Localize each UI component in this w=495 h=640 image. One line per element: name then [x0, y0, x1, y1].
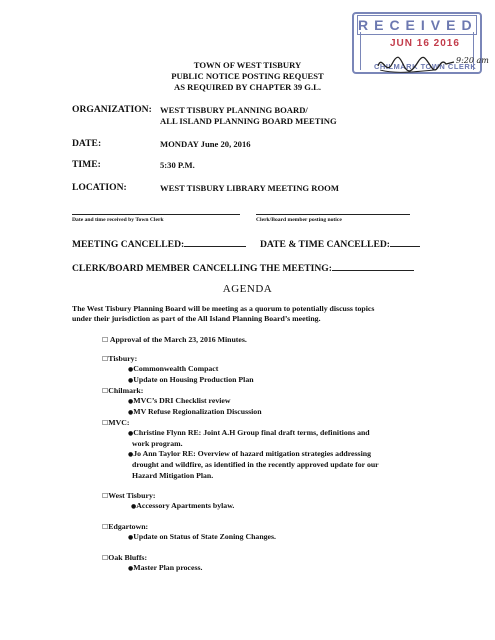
bullet-icon: ●: [131, 503, 137, 510]
time-label: TIME:: [72, 159, 101, 170]
mvc-item-2: [128, 449, 371, 458]
clerk-cancelling-field: [72, 261, 414, 274]
agenda-section-mvc: [102, 418, 130, 427]
date-time-cancelled-label: DATE & TIME CANCELLED:: [260, 239, 390, 250]
bullet-icon: ●: [128, 377, 134, 384]
clerk-cancelling-label: CLERK/BOARD MEMBER CANCELLING THE MEETING:: [72, 263, 332, 274]
mvc-item-1-cont: work program.: [132, 439, 183, 448]
checkbox-icon: ☐: [102, 355, 109, 363]
checkbox-icon: ☐: [102, 336, 109, 344]
chilmark-item-1: [128, 396, 230, 405]
bullet-icon: ●: [128, 565, 134, 572]
bullet-icon: ●: [128, 409, 134, 416]
stamp-received-text: RECEIVED: [358, 17, 478, 33]
edgartown-item-1: [128, 532, 276, 541]
mvc-item-1-text: Christine Flynn RE: Joint A.H Group final draft terms, definitions and: [133, 428, 370, 437]
checkbox-icon: ☐: [102, 387, 109, 395]
board-member-caption: Clerk/Board member posting notice: [256, 217, 342, 223]
meeting-cancelled-label: MEETING CANCELLED:: [72, 239, 185, 250]
organization-label: ORGANIZATION:: [72, 104, 152, 115]
tisbury-item-1: [128, 364, 218, 373]
board-member-signature-line: [256, 214, 410, 215]
agenda-section-edgartown: [102, 522, 148, 531]
oak-bluffs-item-1: [128, 563, 202, 572]
town-clerk-signature-line: [72, 214, 240, 215]
agenda-title: AGENDA: [222, 283, 273, 295]
tisbury-item-2-text: Update on Housing Production Plan: [133, 375, 254, 384]
date-time-cancelled-blank: [390, 237, 420, 247]
agenda-item-approval: [102, 335, 247, 344]
west-tisbury-label: West Tisbury:: [108, 491, 156, 500]
oak-bluffs-item-1-text: Master Plan process.: [133, 563, 203, 572]
agenda-intro-2: under their jurisdiction as part of the All Island Planning Board’s meeting.: [72, 314, 321, 323]
bullet-icon: ●: [128, 451, 134, 458]
organization-value-1: WEST TISBURY PLANNING BOARD/: [160, 105, 308, 115]
date-value: MONDAY June 20, 2016: [160, 139, 251, 149]
agenda-section-tisbury: [102, 354, 137, 363]
checkbox-icon: ☐: [102, 523, 109, 531]
bullet-icon: ●: [128, 398, 134, 405]
chilmark-item-2: [128, 407, 262, 416]
agenda-section-west-tisbury: [102, 491, 155, 500]
checkbox-icon: ☐: [102, 492, 109, 500]
checkbox-icon: ☐: [102, 554, 109, 562]
oak-bluffs-label: Oak Bluffs:: [108, 553, 148, 562]
date-time-cancelled-field: [260, 237, 420, 250]
west-tisbury-item-1-text: Accessory Apartments bylaw.: [136, 501, 235, 510]
checkbox-icon: ☐: [102, 419, 109, 427]
tisbury-label: Tisbury:: [108, 354, 138, 363]
edgartown-item-1-text: Update on Status of State Zoning Changes.: [133, 532, 276, 541]
mvc-item-1: [128, 428, 370, 437]
approval-text: Approval of the March 23, 2016 Minutes.: [109, 335, 247, 344]
town-clerk-caption: Date and time received by Town Clerk: [72, 217, 164, 223]
bullet-icon: ●: [128, 430, 134, 437]
meeting-cancelled-blank: [184, 237, 246, 247]
time-value: 5:30 P.M.: [160, 160, 195, 170]
tisbury-item-2: [128, 375, 254, 384]
agenda-intro-1: The West Tisbury Planning Board will be meeting as a quorum to potentially discuss topics: [72, 304, 375, 313]
mvc-label: MVC:: [108, 418, 130, 427]
stamp-clerk: CHILMARK TOWN CLERK: [374, 62, 477, 71]
header-town: TOWN OF WEST TISBURY: [193, 60, 302, 70]
chilmark-label: Chilmark:: [108, 386, 144, 395]
chilmark-item-2-text: MV Refuse Regionalization Discussion: [133, 407, 262, 416]
mvc-item-2-text: Jo Ann Taylor RE: Overview of hazard mitigation strategies addressing: [133, 449, 371, 458]
meeting-cancelled-field: [72, 237, 246, 250]
mvc-item-2-cont-2: Hazard Mitigation Plan.: [132, 471, 214, 480]
location-label: LOCATION:: [72, 182, 127, 193]
chilmark-item-1-text: MVC’s DRI Checklist review: [133, 396, 231, 405]
mvc-item-2-cont-1: drought and wildfire, as identified in the recently approved update for our: [132, 460, 379, 469]
clerk-cancelling-blank: [332, 261, 414, 271]
bullet-icon: ●: [128, 534, 134, 541]
west-tisbury-item-1: [131, 501, 234, 510]
organization-value-2: ALL ISLAND PLANNING BOARD MEETING: [160, 116, 337, 126]
handwritten-time: 9:20 am: [456, 56, 489, 65]
tisbury-item-1-text: Commonwealth Compact: [133, 364, 219, 373]
agenda-section-oak-bluffs: [102, 553, 147, 562]
location-value: WEST TISBURY LIBRARY MEETING ROOM: [160, 183, 339, 193]
header-notice: PUBLIC NOTICE POSTING REQUEST: [171, 71, 324, 81]
edgartown-label: Edgartown:: [108, 522, 149, 531]
agenda-section-chilmark: [102, 386, 143, 395]
header-chapter: AS REQUIRED BY CHAPTER 39 G.L.: [174, 82, 321, 92]
stamp-date: JUN 16 2016: [390, 38, 460, 49]
bullet-icon: ●: [128, 366, 134, 373]
date-label: DATE:: [72, 138, 102, 149]
